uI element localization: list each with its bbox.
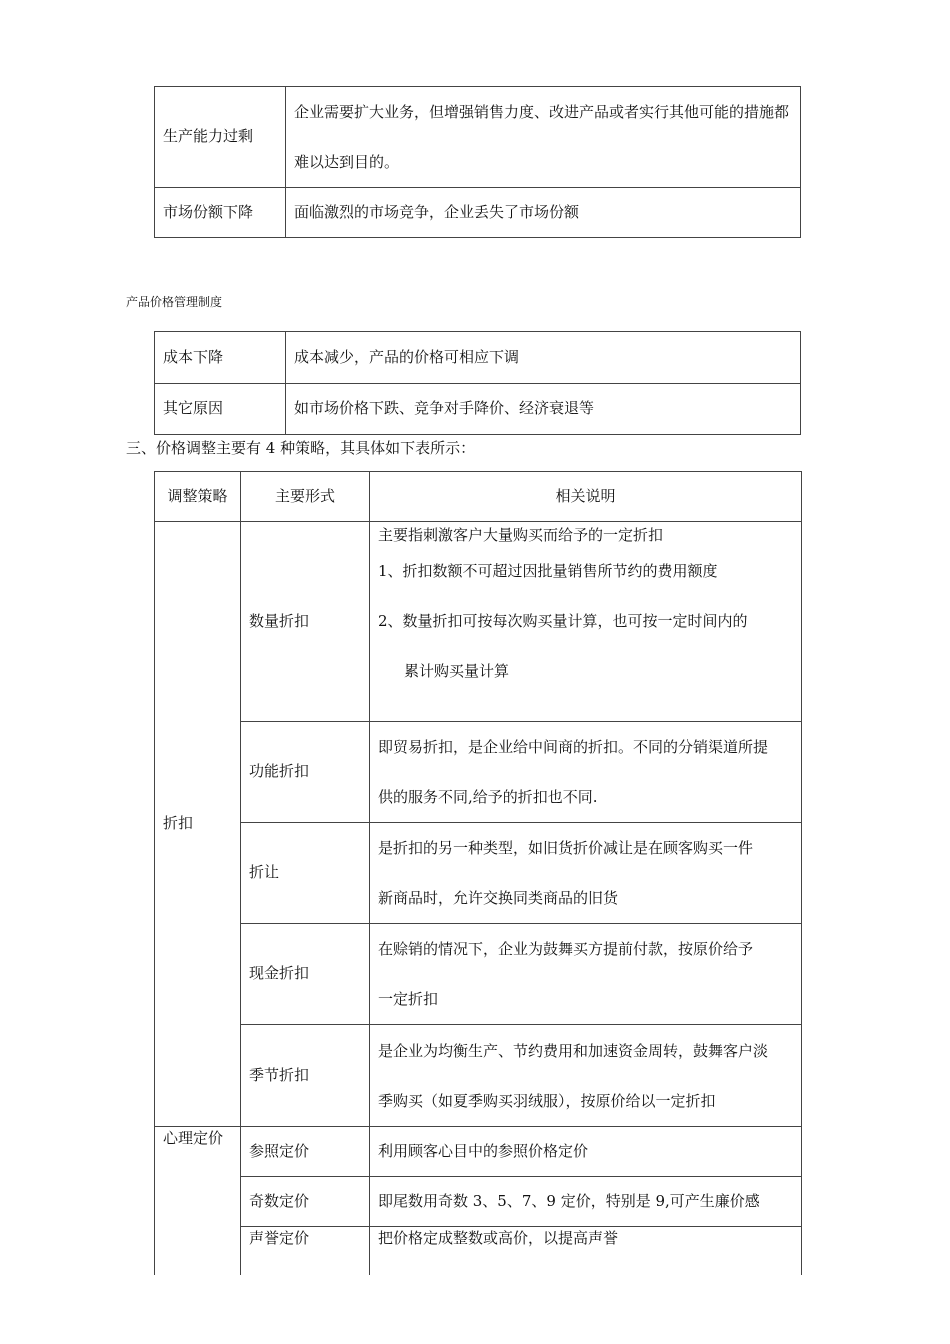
form-cell: 季节折扣 bbox=[241, 1025, 370, 1127]
strategy-intro: 三、价格调整主要有 4 种策略，其具体如下表所示： bbox=[126, 439, 476, 457]
desc-cell: 把价格定成整数或高价，以提高声誉 bbox=[370, 1227, 802, 1275]
desc-line: 是折扣的另一种类型，如旧货折价减让是在顾客购买一件 bbox=[378, 839, 754, 857]
form-cell: 奇数定价 bbox=[241, 1177, 370, 1227]
cell-label: 生产能力过剩 bbox=[155, 87, 286, 188]
desc-line: 主要指刺激客户大量购买而给予的一定折扣 bbox=[378, 526, 664, 544]
desc-cell: 即尾数用奇数 3、5、7、9 定价，特别是 9,可产生廉价感 bbox=[370, 1177, 802, 1227]
table-row bbox=[155, 1127, 802, 1177]
table-price-strategies bbox=[154, 471, 802, 1275]
table-row bbox=[155, 188, 801, 238]
cell-label: 市场份额下降 bbox=[155, 188, 286, 238]
cell-desc: 如市场价格下跌、竞争对手降价、经济衰退等 bbox=[286, 384, 801, 435]
desc-line: 供的服务不同,给予的折扣也不同. bbox=[378, 788, 598, 806]
desc-cell bbox=[370, 522, 802, 722]
desc-cell bbox=[370, 1025, 802, 1127]
table-row bbox=[155, 924, 802, 1025]
form-cell: 参照定价 bbox=[241, 1127, 370, 1177]
table-row bbox=[155, 384, 801, 435]
table-row bbox=[155, 1227, 802, 1275]
form-cell: 声誉定价 bbox=[241, 1227, 370, 1275]
table-capacity-market bbox=[154, 86, 801, 238]
table-header-row bbox=[155, 472, 802, 522]
table-row bbox=[155, 87, 801, 188]
strategy-psychological: 心理定价 bbox=[155, 1127, 241, 1275]
form-cell: 功能折扣 bbox=[241, 722, 370, 823]
desc-line: 1、折扣数额不可超过因批量销售所节约的费用额度 bbox=[378, 562, 718, 580]
section-title: 产品价格管理制度 bbox=[126, 295, 223, 309]
desc-cell bbox=[370, 823, 802, 924]
desc-line: 新商品时，允许交换同类商品的旧货 bbox=[378, 889, 619, 907]
desc-cell bbox=[370, 924, 802, 1025]
table-row bbox=[155, 1177, 802, 1227]
table-cost-other bbox=[154, 331, 801, 435]
desc-cell: 利用顾客心目中的参照价格定价 bbox=[370, 1127, 802, 1177]
desc-line: 在赊销的情况下，企业为鼓舞买方提前付款，按原价给予 bbox=[378, 940, 754, 958]
table-row bbox=[155, 823, 802, 924]
table-row bbox=[155, 722, 802, 823]
cell-label: 成本下降 bbox=[155, 332, 286, 384]
cell-label: 其它原因 bbox=[155, 384, 286, 435]
header-form: 主要形式 bbox=[241, 472, 370, 522]
table-row bbox=[155, 332, 801, 384]
desc-line: 2、数量折扣可按每次购买量计算，也可按一定时间内的 bbox=[378, 612, 748, 630]
strategy-discount: 折扣 bbox=[155, 522, 241, 1127]
header-strategy: 调整策略 bbox=[155, 472, 241, 522]
cell-desc: 企业需要扩大业务，但增强销售力度、改进产品或者实行其他可能的措施都难以达到目的。 bbox=[286, 87, 801, 188]
desc-line: 季购买（如夏季购买羽绒服），按原价给以一定折扣 bbox=[378, 1091, 716, 1110]
cell-desc: 成本减少，产品的价格可相应下调 bbox=[286, 332, 801, 384]
header-description: 相关说明 bbox=[370, 472, 802, 522]
table-row bbox=[155, 1025, 802, 1127]
cell-desc: 面临激烈的市场竞争，企业丢失了市场份额 bbox=[286, 188, 801, 238]
form-cell: 折让 bbox=[241, 823, 370, 924]
desc-line: 即贸易折扣，是企业给中间商的折扣。不同的分销渠道所提 bbox=[378, 738, 769, 756]
form-cell: 数量折扣 bbox=[241, 522, 370, 722]
desc-cell bbox=[370, 722, 802, 823]
form-cell: 现金折扣 bbox=[241, 924, 370, 1025]
desc-line: 累计购买量计算 bbox=[404, 662, 510, 680]
desc-line: 是企业为均衡生产、节约费用和加速资金周转，鼓舞客户淡 bbox=[378, 1041, 769, 1060]
table-row bbox=[155, 522, 802, 722]
desc-line: 一定折扣 bbox=[378, 990, 439, 1008]
